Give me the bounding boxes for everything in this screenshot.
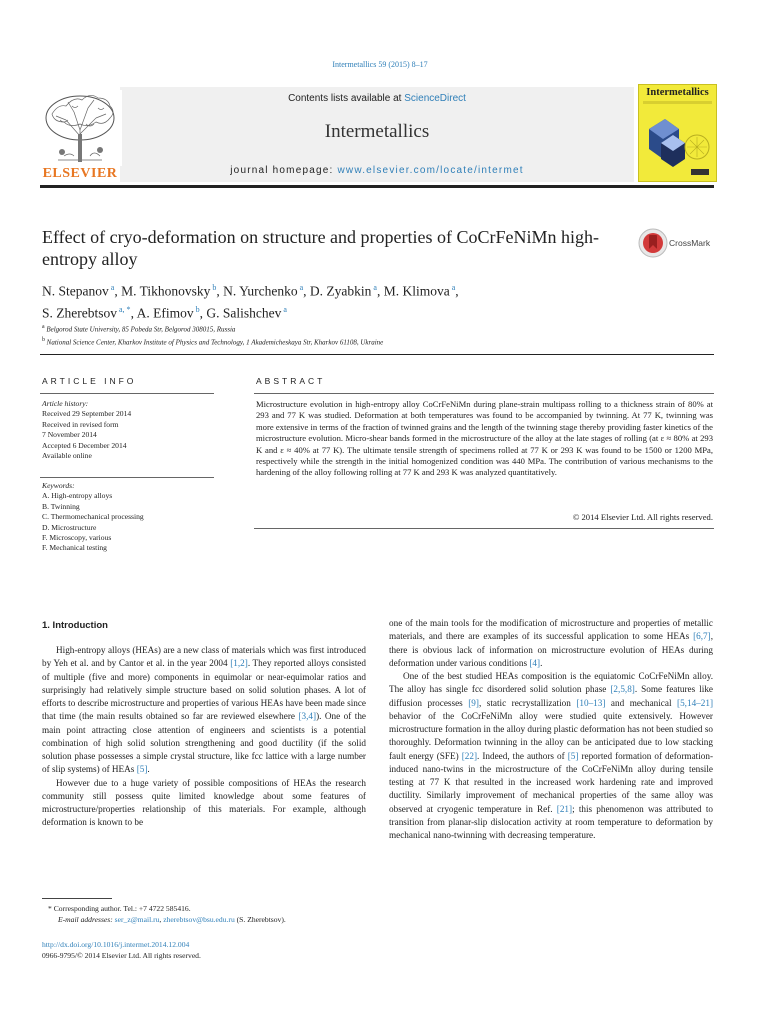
citation-link[interactable]: [3,4] — [298, 711, 317, 722]
citation-link[interactable]: [2,5,8] — [610, 684, 635, 695]
author-affiliation-mark[interactable]: a — [108, 283, 115, 292]
affiliation-mark: b — [42, 337, 45, 344]
keyword-item: F. Mechanical testing — [42, 543, 107, 553]
author-name[interactable]: M. Tikhonovsky — [121, 283, 211, 299]
crossmark-icon — [638, 228, 668, 258]
history-item: 7 November 2014 — [42, 430, 97, 440]
history-item: Available online — [42, 451, 92, 461]
keywords-list — [42, 491, 212, 553]
affiliations — [42, 322, 702, 349]
author-name[interactable]: A. Efimov — [136, 305, 194, 320]
article-history — [42, 399, 212, 461]
author-separator: , — [114, 283, 122, 299]
email-link-1[interactable]: ser_z@mail.ru — [114, 915, 160, 924]
keywords — [42, 481, 212, 554]
affiliation-mark: a — [42, 324, 45, 330]
author-affiliation-mark[interactable]: a — [449, 283, 456, 292]
info-rule — [40, 393, 214, 394]
keyword-item: A. High-entropy alloys — [42, 491, 113, 501]
history-list — [42, 409, 212, 461]
abstract-bottom-rule — [254, 528, 714, 529]
author-separator: , — [216, 283, 224, 299]
citation-link[interactable]: [5] — [136, 764, 148, 775]
author-affiliation-mark[interactable]: a, * — [117, 304, 131, 314]
email-separator: , — [159, 915, 164, 924]
affiliation — [42, 322, 702, 335]
keywords-label: Keywords: — [42, 481, 75, 490]
citation-link[interactable]: [1,2] — [230, 658, 248, 669]
author-affiliation-mark[interactable]: b — [210, 283, 217, 292]
citation-link[interactable]: [4] — [529, 657, 541, 668]
abstract-text: Microstructure evolution in high-entropy alloy CoCrFeNiMn during plane-strain multipass rolling to a thickness strain of 80% at 293 and 77 K was studied. Deformation at both temperatures was found to be accompanied by twinning. At 77 K, twinning was more extensive in terms of the fraction of twinned grains and the length of the twinning stage thereby providing faster kinetics of the microstructure evolution. Micro-shear bands formed in the microstructure of the alloy at the late stages of rolling (at ε ≈ 80% at 293 K and ε ≈ 40% at 77 K). The ultimate tensile strength of specimens rolled at 77 K or 293 K was found to be 1500 or 1200 MPa, respectively while the strength in the initial homogenized condition was 440 MPa. The contribution of various mechanisms to the hardening of the alloy following rolling at 77 K and 293 K was analyzed quantitatively. — [256, 399, 713, 478]
journal-cover-thumbnail[interactable] — [638, 84, 717, 182]
homepage-link[interactable]: www.elsevier.com/locate/intermet — [337, 165, 524, 176]
citation-link[interactable]: [22] — [461, 750, 478, 761]
body-paragraph: High-entropy alloys (HEAs) are a new class of materials which was first introduced by Yeh et al. and by Cantor et al. in the year 2004 [1,2]. They reported alloys consisted of multiple (five and more) components in equimolar or near-equimolar ratios and surprisingly had relatively simple structure based on solid solution phases. A lot of efforts to describe microstructure and properties of various HEAs have been made since that time (the main results obtained so far are reviewed elsewhere [3,4]). One of the main point attracting close attention of engineers and scientists is a potential combination of high solid solution strengthening and good ductility (if the solid solution phase possesses a simple crystal structure, like fcc lattice with a large number of slip systems) of HEAs [5]. — [42, 645, 366, 775]
citation-link[interactable]: [6,7] — [693, 631, 711, 642]
corresponding-author-footnote — [48, 903, 368, 925]
copyright-notice: © 2014 Elsevier Ltd. All rights reserved. — [572, 512, 713, 522]
author-separator: , — [130, 305, 137, 320]
author-name[interactable]: S. Zherebtsov — [42, 305, 117, 320]
abstract-heading: ABSTRACT — [256, 376, 326, 386]
body-paragraph: one of the main tools for the modification of microstructure and properties of metallic materials, and there are examples of its successful application to some HEAs [6,7], there is obvious lack of information on microstructure evolution of HEAs during deformation under various conditions [4]. — [389, 618, 713, 668]
body-column-right — [389, 617, 713, 842]
author-name[interactable]: M. Klimova — [383, 283, 450, 299]
sciencedirect-link[interactable]: ScienceDirect — [404, 93, 466, 104]
author-name[interactable]: N. Stepanov — [42, 283, 109, 299]
contents-line — [120, 93, 634, 104]
email-label: E-mail addresses: — [58, 915, 115, 924]
author-affiliation-mark[interactable]: b — [193, 304, 200, 314]
author-affiliation-mark[interactable]: a — [371, 283, 377, 292]
citation-link[interactable]: [5] — [567, 750, 579, 761]
homepage-line — [120, 165, 634, 176]
citation-link[interactable]: [10–13] — [576, 697, 606, 708]
citation-link[interactable]: [21] — [556, 803, 573, 814]
header-rule — [40, 185, 714, 188]
history-item: Received 29 September 2014 — [42, 409, 132, 419]
abstract-rule — [254, 393, 714, 394]
history-label: Article history: — [42, 399, 89, 408]
history-item: Received in revised form — [42, 419, 119, 429]
email-link-2[interactable]: zherebtsov@bsu.edu.ru — [163, 915, 235, 924]
crossmark-badge[interactable] — [638, 228, 718, 260]
author-separator: , — [199, 305, 207, 320]
author-separator: , — [455, 283, 459, 299]
author-name[interactable]: D. Zyabkin — [309, 283, 372, 299]
homepage-prefix: journal homepage: — [230, 165, 338, 176]
citation-link[interactable]: [5,14–21] — [677, 697, 714, 708]
corresponding-author-note: * Corresponding author. Tel.: +7 4722 585416. — [48, 904, 191, 913]
body-paragraph: One of the best studied HEAs composition is the equiatomic CoCrFeNiMn alloy. The alloy has single fcc disordered solid solution phase [2,5,8]. Some features like diffusion processes [9], static recrystallization [10–13] and mechanical [5,14–21] behavior of the CoCrFeNiMn alloy were studied quite extensively. However microstructure formation in the alloy during plastic deformation has not been studied so thoroughly. Deformation twinning in the alloy can be anticipated due to low stacking fault energy (SFE) [22]. Indeed, the authors of [5] reported formation of deformation-induced nano-twins in the microstructure of the CoCrFeNiMn alloy during tensile testing at 77 K that resulted in the increased work hardening rate and improved ductility. Similarly improvement of mechanical properties of the same alloy was observed at cryogenic temperature in Ref. [21]; this phenomenon was attributed to transition from planar-slip dislocation activity at room temperature to deformation by mechanical nano-twinning with decreasing temperature. — [389, 671, 714, 840]
body-column-left — [42, 644, 366, 830]
citation-link[interactable]: [9] — [468, 697, 479, 708]
author-separator: , — [376, 283, 384, 299]
affiliation-text: National Science Center, Kharkov Institute of Physics and Technology, 1 Akademicheskaya Str, Kharkov 61108, Ukraine — [44, 338, 384, 347]
body-paragraph: However due to a huge variety of possible compositions of HEAs the research community still possess quite limited knowledge about some features of microstructure/properties relationship of this materials. For example, although deformation is known to be — [42, 777, 366, 828]
cover-art-icon — [639, 99, 716, 179]
journal-reference-link[interactable]: Intermetallics 59 (2015) 8–17 — [332, 60, 428, 69]
doi-link[interactable]: http://dx.doi.org/10.1016/j.intermet.2014.12.004 — [42, 940, 190, 949]
keyword-item: B. Twinning — [42, 501, 80, 511]
cover-title: Intermetallics — [646, 87, 709, 98]
journal-name: Intermetallics — [324, 121, 430, 142]
affiliation-text: Belgorod State University, 85 Pobeda Str, Belgorod 308015, Russia — [44, 325, 236, 334]
article-info-heading: ARTICLE INFO — [42, 376, 137, 386]
author-affiliation-mark[interactable]: a — [297, 283, 304, 292]
crossmark-label: CrossMark — [669, 238, 711, 248]
contents-prefix: Contents lists available at — [288, 93, 405, 104]
elsevier-wordmark: ELSEVIER — [42, 166, 118, 181]
keyword-item: F. Microscopy, various — [42, 533, 112, 543]
history-item: Accepted 6 December 2014 — [42, 440, 127, 450]
author-list — [42, 279, 642, 322]
footnote-rule — [42, 898, 112, 899]
title-rule — [40, 354, 714, 355]
author-separator: , — [303, 283, 310, 299]
keyword-item: D. Microstructure — [42, 522, 97, 532]
tree-icon — [38, 90, 122, 166]
section-heading-introduction: 1. Introduction — [42, 620, 108, 631]
author-affiliation-mark[interactable]: a — [281, 304, 287, 314]
doi-block — [42, 939, 362, 961]
email-suffix: (S. Zherebtsov). — [234, 915, 286, 924]
article-title: Effect of cryo-deformation on structure and properties of CoCrFeNiMn high-entropy alloy — [42, 227, 600, 269]
keywords-rule — [40, 477, 214, 478]
issn-line: 0966-9795/© 2014 Elsevier Ltd. All rights reserved. — [42, 951, 201, 960]
author-name[interactable]: G. Salishchev — [206, 305, 282, 320]
affiliation — [42, 335, 702, 348]
keyword-item: C. Thermomechanical processing — [42, 512, 144, 522]
author-name[interactable]: N. Yurchenko — [223, 283, 298, 299]
